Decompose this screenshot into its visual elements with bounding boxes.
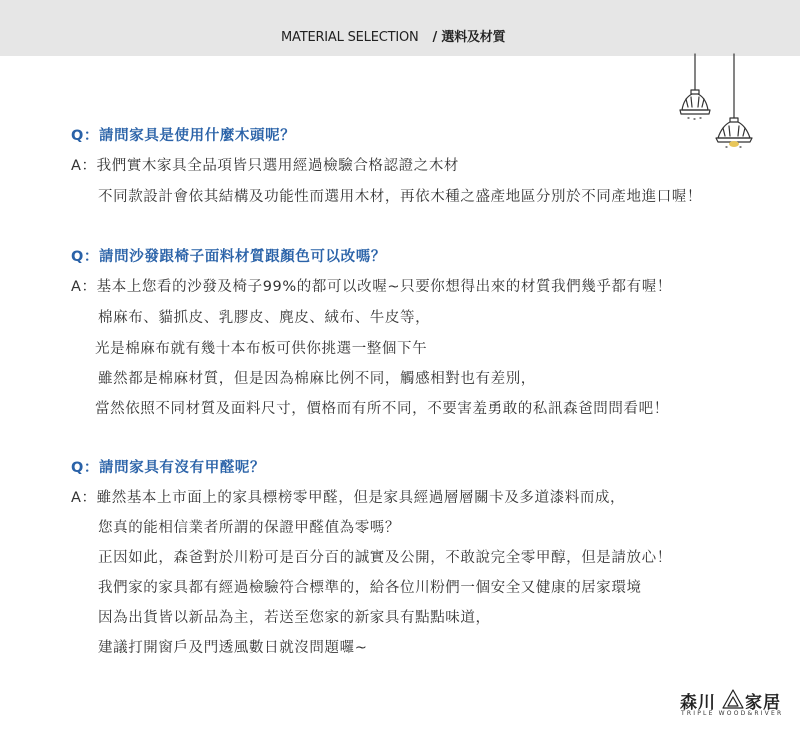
faq-answer-2-line-1: A：基本上您看的沙發及椅子99%的都可以改喔~只要你想得出來的材質我們幾乎都有喔！ [71, 279, 672, 295]
faq-answer-2-line-3: 光是棉麻布就有幾十本布板可供你挑選一整個下午 [95, 341, 428, 357]
logo-name-left: 森川 [680, 693, 716, 713]
triangle-logo-icon [722, 689, 744, 709]
faq-answer-2-line-2: 棉麻布、貓抓皮、乳膠皮、麂皮、絨布、牛皮等， [98, 310, 431, 326]
faq-answer-2-line-5: 當然依照不同材質及面料尺寸，價格而有所不同，不要害羞勇敢的私訊森爸問問看吧！ [95, 401, 669, 417]
faq-answer-2-line-4: 雖然都是棉麻材質，但是因為棉麻比例不同，觸感相對也有差別， [98, 371, 536, 387]
header-title-en: MATERIAL SELECTION [281, 30, 419, 45]
faq-answer-3-line-6: 建議打開窗戶及門透風數日就沒問題囉~ [98, 640, 368, 656]
faq-answer-3-line-3: 正因如此，森爸對於川粉可是百分百的誠實及公開，不敢說完全零甲醇，但是請放心！ [98, 550, 672, 566]
faq-answer-1-line-1: A：我們實木家具全品項皆只選用經過檢驗合格認證之木材 [71, 158, 460, 174]
faq-answer-3-line-1: A：雖然基本上市面上的家具標榜零甲醛，但是家具經過層層關卡及多道漆料而成， [71, 490, 626, 506]
header-title [281, 26, 505, 45]
faq-answer-1-line-2: 不同款設計會依其結構及功能性而選用木材，再依木種之盛產地區分別於不同產地進口喔！ [98, 189, 702, 205]
header-title-zh: / 選料及材質 [432, 30, 506, 45]
brand-logo [680, 688, 790, 722]
logo-name-right: 家居 [745, 693, 781, 713]
header-bar [0, 0, 800, 56]
faq-answer-3-line-5: 因為出貨皆以新品為主，若送至您家的新家具有點點味道， [98, 610, 491, 626]
faq-question-1: Q：請問家具是使用什麼木頭呢？ [71, 128, 296, 144]
faq-question-2: Q：請問沙發跟椅子面料材質跟顏色可以改嗎？ [71, 249, 386, 265]
logo-subtitle: TRIPLE WOOD&RIVER [681, 710, 784, 717]
faq-answer-3-line-4: 我們家的家具都有經過檢驗符合標準的，給各位川粉們一個安全又健康的居家環境 [98, 580, 642, 596]
pendant-lamp-icon [672, 52, 772, 162]
faq-question-3: Q：請問家具有沒有甲醛呢？ [71, 460, 266, 476]
faq-answer-3-line-2: 您真的能相信業者所謂的保證甲醛值為零嗎？ [98, 520, 400, 536]
